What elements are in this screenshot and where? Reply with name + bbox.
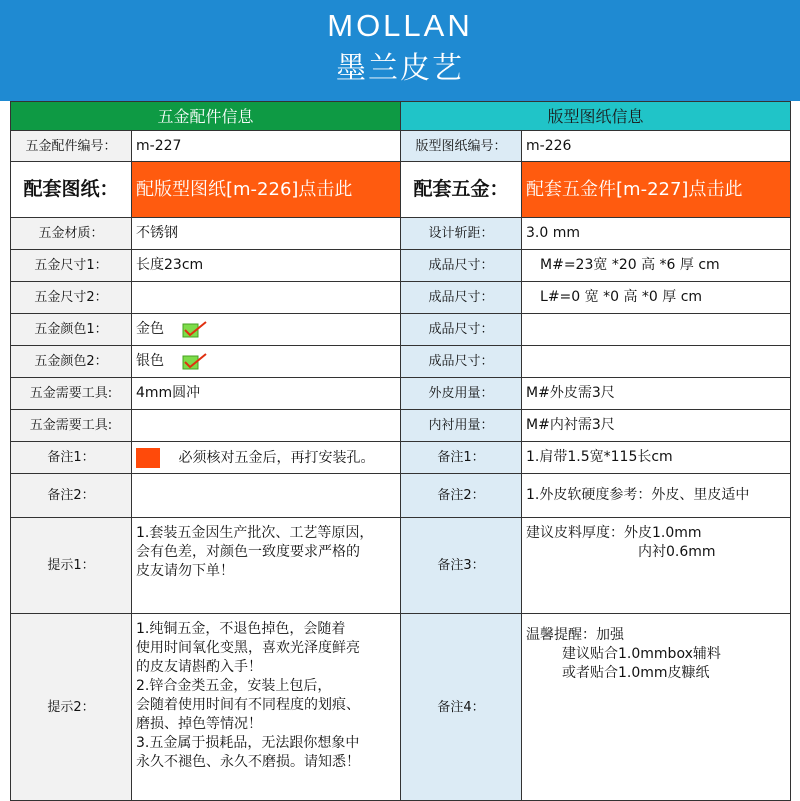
matching-pattern-link[interactable]: 配版型图纸[m-226]点击此 (132, 162, 401, 218)
color1-label: 五金颜色1： (11, 314, 132, 346)
brand-logo: MOLLAN (327, 8, 473, 43)
seam-label: 设计斩距： (401, 218, 522, 250)
note1-left-cell (132, 442, 401, 474)
note3-right-line1: 建议皮料厚度：外皮1.0mm (526, 525, 702, 541)
note2-left-value (132, 474, 401, 518)
check-icon (182, 320, 208, 338)
product-size-3-value (522, 314, 791, 346)
note4-right-line3: 或者贴合1.0mm皮糠纸 (562, 665, 710, 681)
material-label: 五金材质： (11, 218, 132, 250)
color1-value: 金色 (136, 321, 164, 337)
matching-pattern-label: 配套图纸： (11, 162, 132, 218)
note2-right-value: 1.外皮软硬度参考：外皮、里皮适中 (522, 474, 791, 518)
note2-right-label: 备注2： (401, 474, 522, 518)
hardware-code-value: m-227 (132, 131, 401, 162)
brand-header (0, 0, 800, 101)
note1-right-label: 备注1： (401, 442, 522, 474)
size2-value (132, 282, 401, 314)
tip2-value: 1.纯铜五金，不退色掉色，会随着 使用时间氧化变黑，喜欢光泽度鲜亮 的皮友请斟酌入手！ 2.锌合金类五金，安装上包后， 会随着使用时间有不同程度的划痕、 磨损、掉色等情况！ 3.五金属于损耗品，无法跟你想象中 永久不褪色、永久不磨损。请知悉！ (132, 614, 401, 801)
section-hardware-info: 五金配件信息 (11, 102, 401, 131)
tool1-value: 4mm圆冲 (132, 378, 401, 410)
note3-right-line2: 内衬0.6mm (638, 544, 716, 560)
color2-cell (132, 346, 401, 378)
seam-value: 3.0 mm (522, 218, 791, 250)
tip2-label: 提示2： (11, 614, 132, 801)
tip1-value: 1.套装五金因生产批次、工艺等原因， 会有色差，对颜色一致度要求严格的 皮友请勿下单！ (132, 518, 401, 614)
note1-left-label: 备注1： (11, 442, 132, 474)
product-info-table (10, 101, 791, 801)
tip1-label: 提示1： (11, 518, 132, 614)
note3-right-cell (522, 518, 791, 614)
note4-right-line2: 建议贴合1.0mmbox辅料 (562, 646, 721, 662)
product-size-4-label: 成品尺寸： (401, 346, 522, 378)
section-pattern-info: 版型图纸信息 (401, 102, 791, 131)
size1-label: 五金尺寸1： (11, 250, 132, 282)
product-size-4-value (522, 346, 791, 378)
product-size-1-label: 成品尺寸： (401, 250, 522, 282)
tool2-value (132, 410, 401, 442)
hardware-code-label: 五金配件编号： (11, 131, 132, 162)
matching-hardware-link[interactable]: 配套五金件[m-227]点击此 (522, 162, 791, 218)
note4-right-cell (522, 614, 791, 801)
note1-right-value: 1.肩带1.5宽*115长cm (522, 442, 791, 474)
color2-label: 五金颜色2： (11, 346, 132, 378)
pattern-code-value: m-226 (522, 131, 791, 162)
lining-label: 内衬用量： (401, 410, 522, 442)
material-value: 不锈钢 (132, 218, 401, 250)
tool2-label: 五金需要工具: (11, 410, 132, 442)
note3-right-label: 备注3： (401, 518, 522, 614)
product-size-1-value: M#=23宽 *20 高 *6 厚 cm (522, 250, 791, 282)
matching-hardware-label: 配套五金： (401, 162, 522, 218)
note2-left-label: 备注2： (11, 474, 132, 518)
size2-label: 五金尺寸2： (11, 282, 132, 314)
leather-label: 外皮用量： (401, 378, 522, 410)
check-icon (182, 352, 208, 370)
tool1-label: 五金需要工具: (11, 378, 132, 410)
leather-value: M#外皮需3尺 (522, 378, 791, 410)
note1-left-value: 必须核对五金后，再打安装孔。 (178, 449, 375, 466)
pattern-code-label: 版型图纸编号： (401, 131, 522, 162)
size1-value: 长度23cm (132, 250, 401, 282)
product-size-2-value: L#=0 宽 *0 高 *0 厚 cm (522, 282, 791, 314)
color2-value: 银色 (136, 353, 164, 369)
orange-square-icon (136, 448, 160, 468)
brand-name-cn: 墨兰皮艺 (336, 51, 464, 86)
note4-right-line1: 温馨提醒：加强 (526, 627, 625, 643)
color1-cell (132, 314, 401, 346)
product-size-2-label: 成品尺寸： (401, 282, 522, 314)
note4-right-label: 备注4： (401, 614, 522, 801)
lining-value: M#内衬需3尺 (522, 410, 791, 442)
product-size-3-label: 成品尺寸： (401, 314, 522, 346)
